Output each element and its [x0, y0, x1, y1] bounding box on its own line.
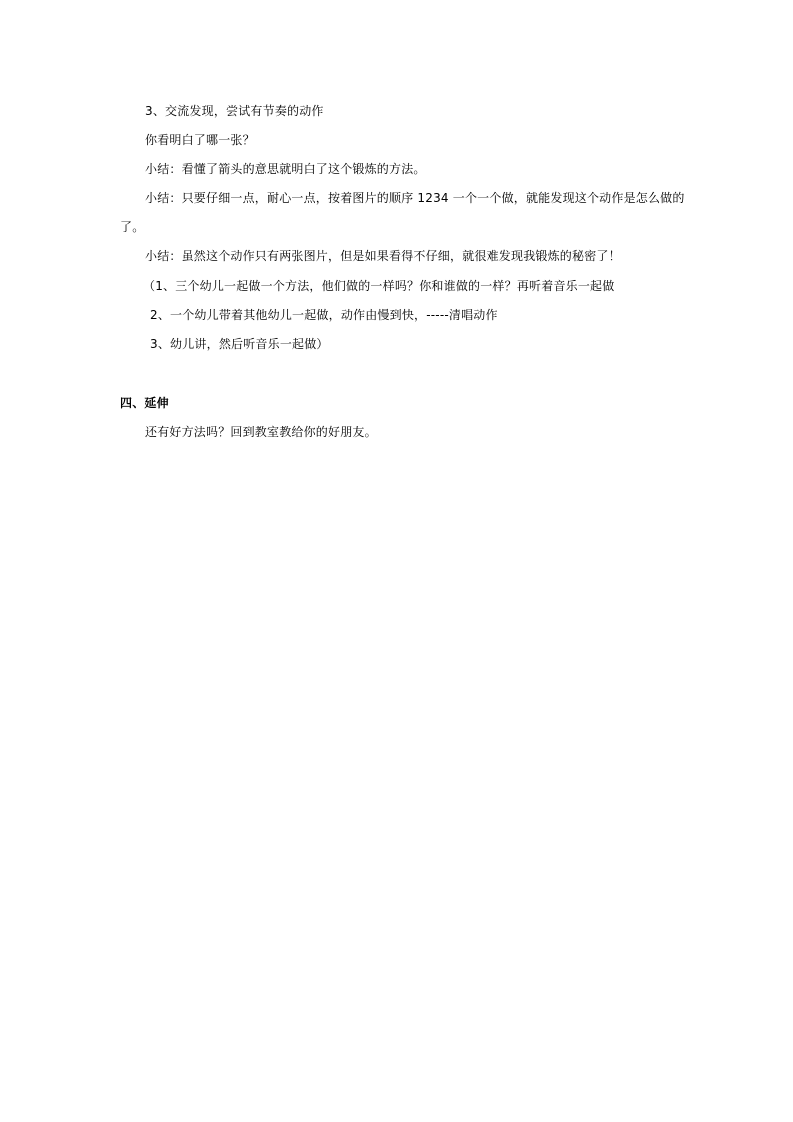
paragraph-summary-2: 小结：只要仔细一点，耐心一点，按着图片的顺序 1234 一个一个做，就能发现这个动作是怎么做的 — [145, 191, 685, 205]
paragraph-summary-2-continuation: 了。 — [120, 220, 145, 234]
section-body: 还有好方法吗？回到教室教给你的好朋友。 — [145, 425, 377, 439]
paragraph-summary-1: 小结：看懂了箭头的意思就明白了这个锻炼的方法。 — [145, 162, 426, 176]
paragraph-summary-3: 小结：虽然这个动作只有两张图片，但是如果看得不仔细，就很难发现我锻炼的秘密了！ — [145, 249, 621, 263]
paragraph-activity-3: 3、幼儿讲，然后听音乐一起做） — [150, 337, 329, 351]
paragraph-question: 你看明白了哪一张？ — [145, 133, 255, 147]
paragraph-step-3: 3、交流发现，尝试有节奏的动作 — [145, 104, 324, 118]
section-heading: 四、延伸 — [120, 396, 169, 410]
paragraph-activity-2: 2、一个幼儿带着其他幼儿一起做，动作由慢到快，-----清唱动作 — [150, 308, 498, 322]
paragraph-activity-1: （1、三个幼儿一起做一个方法，他们做的一样吗？你和谁做的一样？再听着音乐一起做 — [143, 279, 615, 293]
